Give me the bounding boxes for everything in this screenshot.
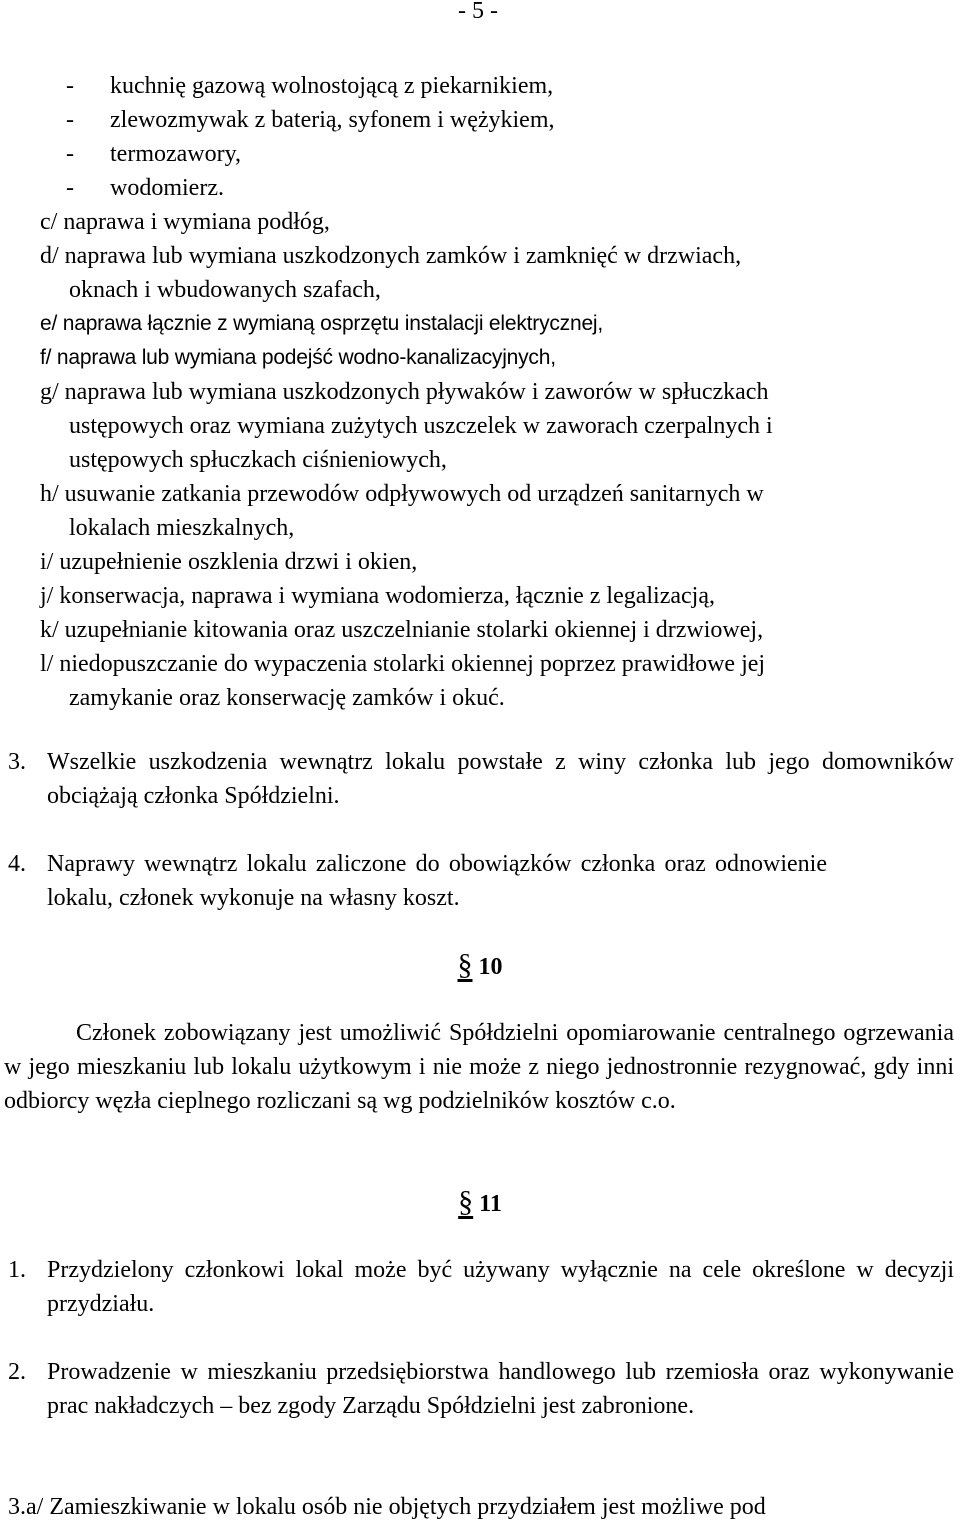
section-heading-11: [0, 1185, 960, 1221]
list-item-l: [0, 647, 960, 715]
dash-bullet: -: [66, 73, 74, 99]
list-item-text: i/ uzupełnienie oszklenia drzwi i okien,: [40, 549, 418, 575]
section-sign: §: [457, 948, 473, 981]
list-item: [66, 69, 555, 103]
list-item-continuation: ustępowych oraz wymiana zużytych uszczelek w zaworach czerpalnych i: [69, 413, 773, 439]
point-3: [8, 745, 954, 813]
point-text: Naprawy wewnątrz lokalu zaliczone do obowiązków członka oraz odnowienie lokalu, członek wykonuje na własny koszt.: [47, 851, 827, 911]
dash-bullet: -: [66, 141, 74, 167]
list-item-text: e/ naprawa łącznie z wymianą osprzętu instalacji elektrycznej,: [40, 312, 604, 335]
point-text: 3.a/ Zamieszkiwanie w lokalu osób nie objętych przydziałem jest możliwe pod: [8, 1494, 766, 1520]
section-heading-10: [0, 948, 960, 984]
list-item-text: kuchnię gazową wolnostojącą z piekarnikiem,: [110, 73, 554, 99]
list-item-text: k/ uzupełnianie kitowania oraz uszczelnianie stolarki okiennej i drzwiowej,: [40, 617, 764, 643]
list-item-text: c/ naprawa i wymiana podłóg,: [40, 209, 330, 235]
list-item-continuation: oknach i wbudowanych szafach,: [69, 277, 381, 303]
section-11-point-3: [8, 1490, 954, 1524]
point-number: 4.: [8, 851, 26, 877]
list-item-f: [0, 341, 960, 375]
section-number: 11: [479, 1191, 502, 1217]
page-number: - 5 -: [458, 0, 498, 24]
section-number: 10: [478, 954, 503, 980]
section-11-point-1: [8, 1253, 954, 1321]
letter-list: [0, 205, 960, 715]
list-item-j: [0, 579, 960, 613]
list-item: [66, 137, 555, 171]
list-item-text: wodomierz.: [110, 175, 224, 201]
list-item-text: h/ usuwanie zatkania przewodów odpływowych od urządzeń sanitarnych w: [40, 481, 764, 507]
dash-bullet: -: [66, 175, 74, 201]
point-number: 2.: [8, 1359, 26, 1385]
list-item-continuation: ustępowych spłuczkach ciśnieniowych,: [69, 447, 447, 473]
dash-bullet: -: [66, 107, 74, 133]
list-item: [66, 103, 555, 137]
list-item-text: j/ konserwacja, naprawa i wymiana wodomierza, łącznie z legalizacją,: [40, 583, 715, 609]
list-item-text: f/ naprawa lub wymiana podejść wodno-kanalizacyjnych,: [40, 346, 556, 369]
list-item: [66, 171, 555, 205]
section-10-paragraph: Członek zobowiązany jest umożliwić Spółdzielni opomiarowanie centralnego ogrzewania w jego mieszkaniu lub lokalu użytkowym i nie może z niego jednostronnie rezygnować, gdy inni odbiorcy węzła cieplnego rozliczani są wg podzielników kosztów c.o.: [4, 1020, 954, 1114]
list-item-k: [0, 613, 960, 647]
point-text: Prowadzenie w mieszkaniu przedsiębiorstwa handlowego lub rzemiosła oraz wykonywanie prac nakładczych – bez zgody Zarządu Spółdzielni jest zabronione.: [47, 1359, 954, 1419]
list-item-continuation: zamykanie oraz konserwację zamków i okuć.: [69, 685, 505, 711]
list-item-text: g/ naprawa lub wymiana uszkodzonych pływaków i zaworów w spłuczkach: [40, 379, 769, 405]
point-number: 3.: [8, 749, 26, 775]
list-item-e: [0, 307, 960, 341]
section-sign: §: [458, 1185, 474, 1218]
list-item-c: [0, 205, 960, 239]
dash-list: [66, 69, 555, 205]
list-item-g: [0, 375, 960, 477]
list-item-text: termozawory,: [110, 141, 242, 167]
list-item-text: d/ naprawa lub wymiana uszkodzonych zamków i zamknięć w drzwiach,: [40, 243, 742, 269]
point-text: Przydzielony członkowi lokal może być używany wyłącznie na cele określone w decyzji przydziału.: [47, 1257, 954, 1317]
list-item-text: zlewozmywak z baterią, syfonem i wężykiem,: [110, 107, 555, 133]
point-4: [8, 847, 954, 915]
list-item-i: [0, 545, 960, 579]
point-number: 1.: [8, 1257, 26, 1283]
list-item-h: [0, 477, 960, 545]
list-item-d: [0, 239, 960, 307]
point-text: Wszelkie uszkodzenia wewnątrz lokalu powstałe z winy członka lub jego domowników obciążają członka Spółdzielni.: [47, 749, 954, 809]
list-item-text: l/ niedopuszczanie do wypaczenia stolarki okiennej poprzez prawidłowe jej: [40, 651, 766, 677]
list-item-continuation: lokalach mieszkalnych,: [69, 515, 295, 541]
section-11-point-2: [8, 1355, 954, 1423]
